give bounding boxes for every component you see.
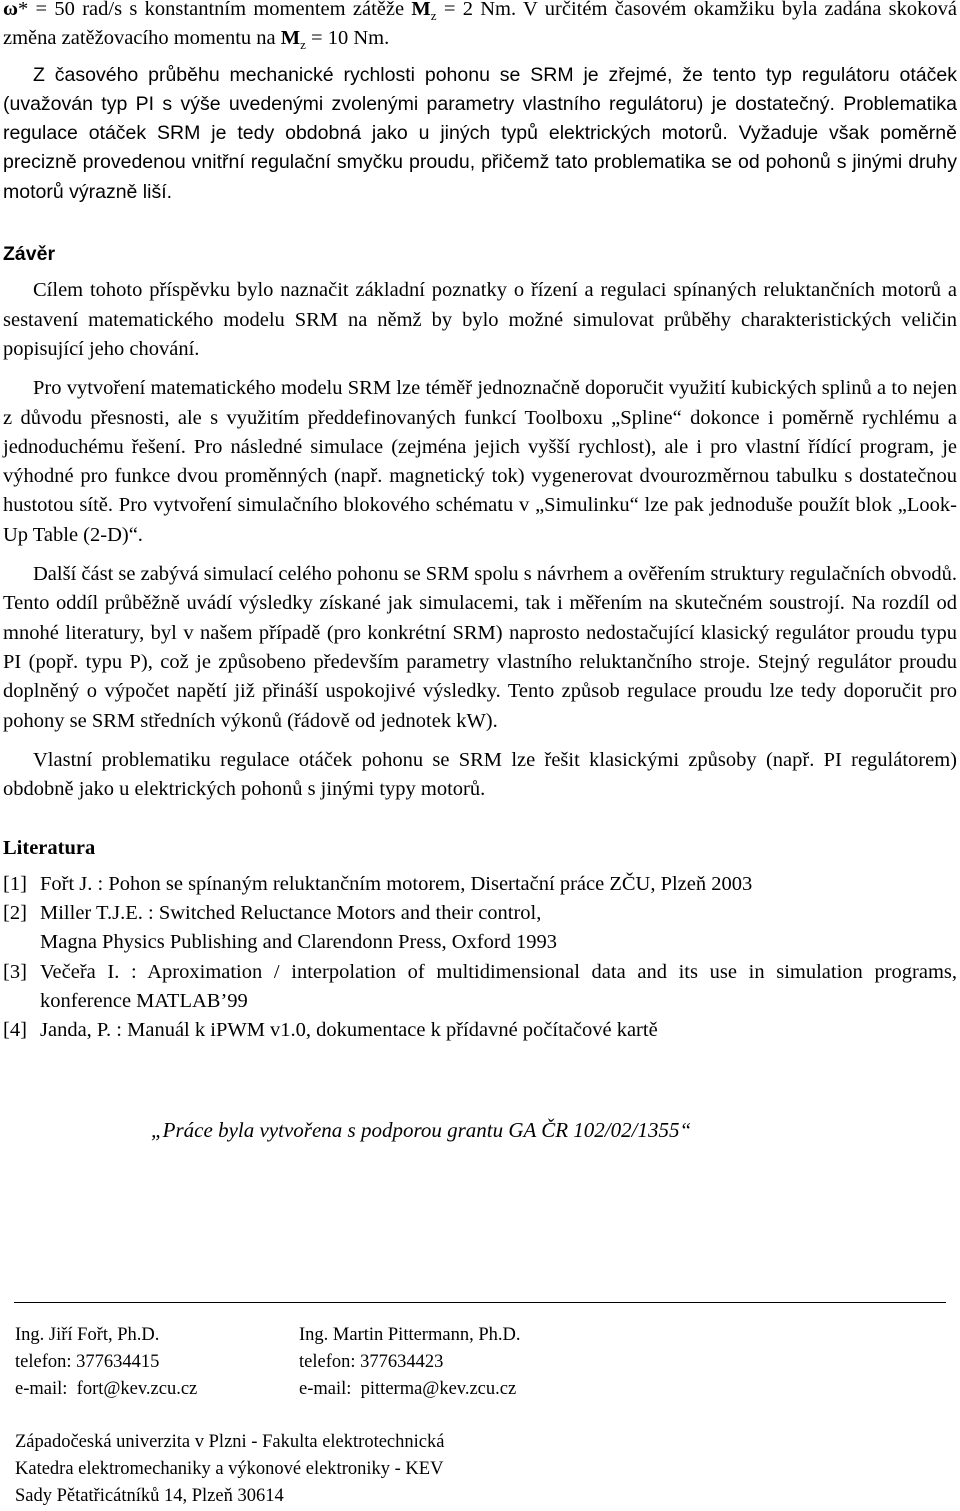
- author-email-line: e-mail: pitterma@kev.zcu.cz: [299, 1379, 517, 1399]
- institution-address: [15, 1429, 444, 1510]
- author-email-line: e-mail: fort@kev.zcu.cz: [15, 1379, 198, 1399]
- author-email-link[interactable]: pitterma@kev.zcu.cz: [360, 1379, 517, 1399]
- institution-line: Katedra elektromechaniky a výkonové elektroniky - KEV: [15, 1459, 444, 1479]
- document-page: [3, 0, 957, 1145]
- reference-list: [3, 870, 957, 1046]
- speed-control-paragraph: Z časového průběhu mechanické rychlosti pohonu se SRM je zřejmé, že tento typ regulátoru otáček (uvažován typ PI s výše uvedenými zvolenými parametry vlastního regulátoru) je dostatečný. Problematika regulace otáček SRM je tedy obdobná jako u jiných typů elektrických motorů. Vyžaduje však poměrně precizně provedenou vnitřní regulační smyčku proudu, přičemž tato problematika se od pohonů s jinými druhy motorů výrazně liší.: [3, 63, 957, 203]
- author-contacts: [15, 1322, 583, 1403]
- author-name: Ing. Jiří Fořt, Ph.D.: [15, 1325, 160, 1345]
- intro-paragraph: ω* = 50 rad/s s konstantním momentem zátěže $M_z = 2$ Nm. V určitém časovém okamžiku byla zadána skoková změna zatěžovacího momentu na $M_z = 10$ Nm.: [3, 0, 958, 53]
- author-block: [299, 1322, 583, 1403]
- grant-acknowledgement: „Práce byla vytvořena s podporou grantu GA ČR 102/02/1355“: [151, 1117, 692, 1142]
- conclusion-paragraph-4: Vlastní problematiku regulace otáček pohonu se SRM lze řešit klasickými způsoby (např. PI regulátorem) obdobně jako u elektrických pohonů s jinými typy motorů.: [3, 748, 957, 801]
- footer-divider: [14, 1302, 946, 1303]
- conclusion-paragraph-1: Cílem tohoto příspěvku bylo naznačit základní poznatky o řízení a regulaci spínaných reluktančních motorů a sestavení matematického modelu SRM na němž by bylo možné simulovat průběhy charakteristických veličin popisující jeho chování.: [3, 279, 957, 360]
- reference-item: [1] Fořt J. : Pohon se spínaným reluktančním motorem, Disertační práce ZČU, Plzeň 2003: [3, 872, 753, 895]
- reference-item: [4] Janda, P. : Manuál k iPWM v1.0, dokumentace k přídavné počítačové kartě: [3, 1019, 658, 1042]
- reference-item: [2] Miller T.J.E. : Switched Reluctance Motors and their control, Magna Physics Publishing and Clarendonn Press, Oxford 1993: [3, 902, 558, 954]
- literature-heading: Literatura: [3, 837, 96, 860]
- reference-item: [3] Večeřa I. : Aproximation / interpolation of multidimensional data and its use in simulation programs, konference MATLAB’99: [3, 960, 957, 1012]
- institution-line: Sady Pětatřicátníků 14, Plzeň 30614: [15, 1486, 284, 1506]
- conclusion-paragraph-2: Pro vytvoření matematického modelu SRM lze téměř jednoznačně doporučit využití kubických splinů a to nejen z důvodu přesnosti, ale s využitím předdefinovaných funkcí Toolboxu „Spline“ dokonce i poměrně rychlému a jednoduchému řešení. Pro následné simulace (zejména jejich vyšší rychlost), ale i pro vlastní řídící program, je výhodné pro funkce dvou proměnných (např. magnetický tok) vygenerovat dvourozměrnou tabulku s dostatečnou hustotou sítě. Pro vytvoření simulačního blokového schématu v „Simulinku“ lze pak jednoduše použít blok „Look-Up Table (2-D)“.: [3, 377, 957, 546]
- author-name: Ing. Martin Pittermann, Ph.D.: [299, 1325, 521, 1345]
- author-email-link[interactable]: fort@kev.zcu.cz: [76, 1379, 198, 1399]
- conclusion-heading: Závěr: [3, 243, 56, 266]
- omega-symbol: ω: [3, 0, 18, 20]
- author-phone: telefon: 377634423: [299, 1352, 444, 1372]
- institution-line: Západočeská univerzita v Plzni - Fakulta elektrotechnická: [15, 1432, 445, 1452]
- author-block: [15, 1322, 299, 1403]
- conclusion-paragraph-3: Další část se zabývá simulací celého pohonu se SRM spolu s návrhem a ověřením struktury regulačních obvodů. Tento oddíl průběžně uvádí výsledky získané jak simulacemi, tak i měřením na skutečném soustrojí. Na rozdíl od mnohé literatury, byl v našem případě (pro konkrétní SRM) naprosto nedostačující klasický regulátor proudu typu PI (popř. typu P), což je způsobeno především parametry vlastního reluktančního stroje. Stejný regulátor proudu doplněný o výpočet napětí již přináší uspokojivé výsledky. Tento způsob regulace proudu lze tedy doporučit pro pohony se SRM středních výkonů (řádově od jednotek kW).: [3, 563, 957, 732]
- author-phone: telefon: 377634415: [15, 1352, 160, 1372]
